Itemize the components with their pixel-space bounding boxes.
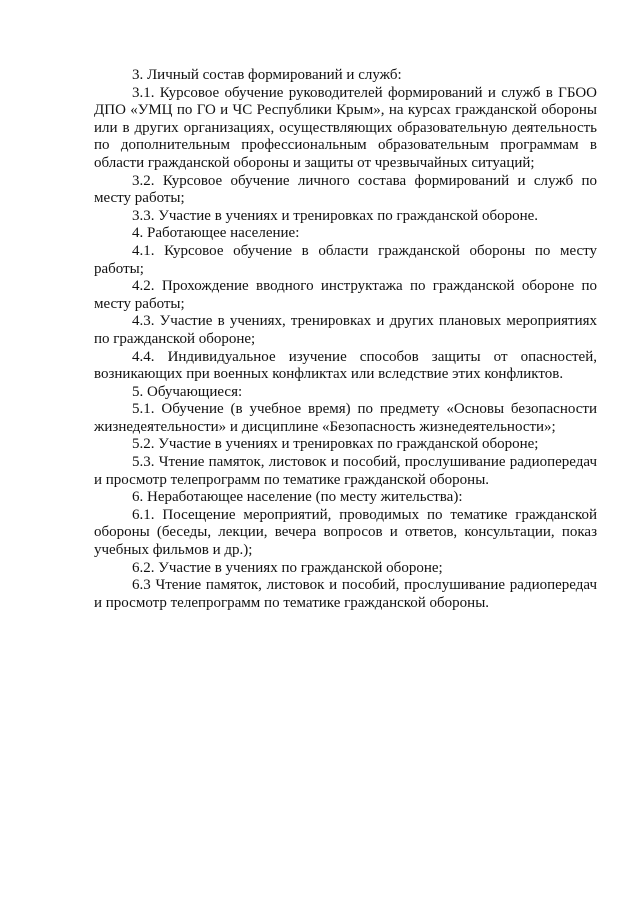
paragraph-4-4: 4.4. Индивидуальное изучение способов защиты от опасностей, возникающих при военных конфликтах или вследствие этих конфликтов. xyxy=(94,348,597,383)
paragraph-4-heading: 4. Работающее население: xyxy=(132,225,300,242)
paragraph-5-3: 5.3. Чтение памяток, листовок и пособий, прослушивание радиопередач и просмотр телепрограмм по тематике гражданской обороны. xyxy=(94,454,597,488)
paragraph-3-heading: 3. Личный состав формирований и служб: xyxy=(132,67,402,83)
paragraph-3-1: 3.1. Курсовое обучение руководителей формирований и служб в ГБОО ДПО «УМЦ по ГО и ЧС Республики Крым», на курсах гражданской обороны или в других организациях, осуществляющих образовательную деятельность по дополнительным профессиональным образовательным программам в области гражданской обороны и защиты от чрезвычайных ситуаций; xyxy=(94,84,597,171)
document-body xyxy=(94,67,597,612)
paragraph-3-2: 3.2. Курсовое обучение личного состава формирований и служб по месту работы; xyxy=(94,172,597,207)
paragraph-3-3: 3.3. Участие в учениях и тренировках по гражданской обороне. xyxy=(132,207,539,224)
paragraph-4-1: 4.1. Курсовое обучение в области гражданской обороны по месту работы; xyxy=(94,242,597,277)
paragraph-6-3: 6.3 Чтение памяток, листовок и пособий, прослушивание радиопередач и просмотр телепрограмм по тематике гражданской обороны. xyxy=(94,577,597,611)
paragraph-5-1: 5.1. Обучение (в учебное время) по предмету «Основы безопасности жизнедеятельности» и дисциплине «Безопасность жизнедеятельности»; xyxy=(94,401,597,435)
paragraph-6-1: 6.1. Посещение мероприятий, проводимых по тематике гражданской обороны (беседы, лекции, вечера вопросов и ответов, консультации, показ учебных фильмов и др.); xyxy=(94,506,597,559)
paragraph-4-3: 4.3. Участие в учениях, тренировках и других плановых мероприятиях по гражданской обороне; xyxy=(94,313,597,347)
paragraph-6-heading: 6. Неработающее население (по месту жительства): xyxy=(132,489,463,506)
paragraph-5-heading: 5. Обучающиеся: xyxy=(132,383,243,400)
paragraph-5-2: 5.2. Участие в учениях и тренировках по гражданской обороне; xyxy=(132,436,539,453)
paragraph-6-2: 6.2. Участие в учениях по гражданской обороне; xyxy=(132,559,443,576)
paragraph-4-2: 4.2. Прохождение вводного инструктажа по гражданской обороне по месту работы; xyxy=(94,278,597,312)
